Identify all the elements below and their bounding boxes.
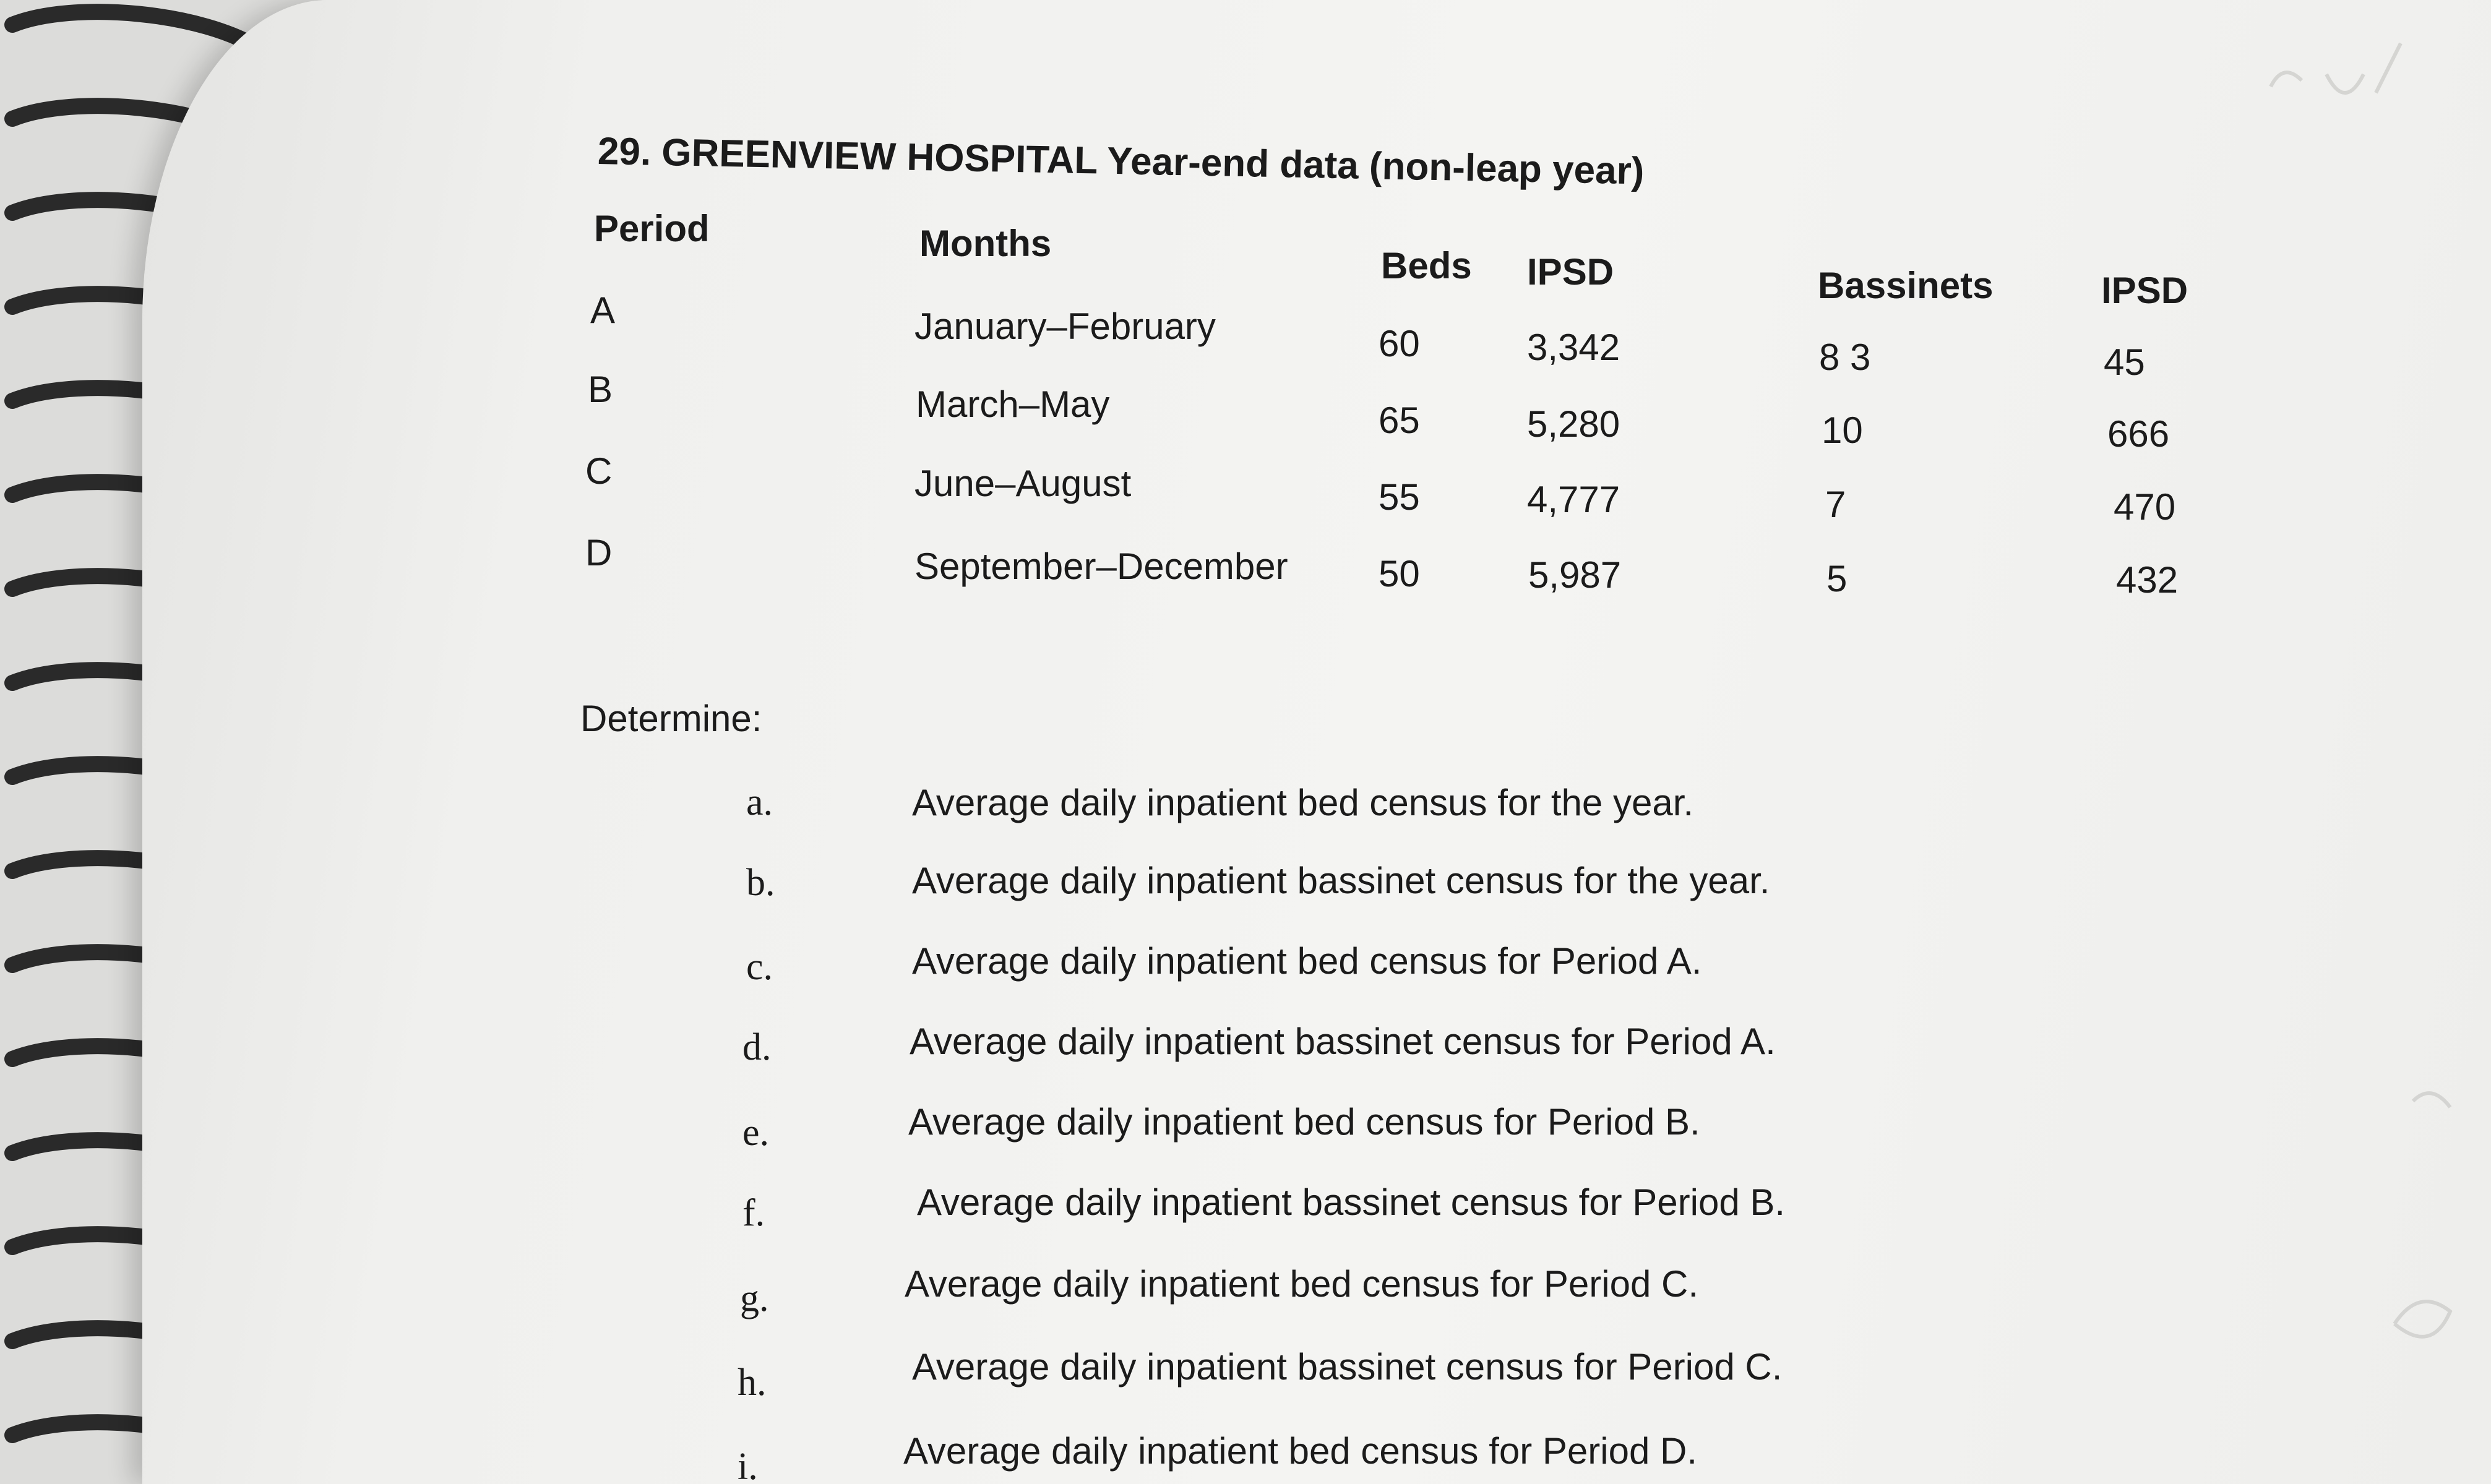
row-c-period: C	[585, 450, 613, 492]
question-f-letter: f.	[742, 1192, 765, 1234]
row-b-beds: 65	[1379, 400, 1420, 441]
question-h-text: Average daily inpatient bassinet census for Period C.	[912, 1346, 1783, 1387]
row-b-ipsd-beds: 5,280	[1527, 403, 1620, 445]
question-f-text: Average daily inpatient bassinet census for Period B.	[917, 1182, 1786, 1223]
row-d-months: September–December	[914, 546, 1288, 587]
row-c-beds: 55	[1379, 476, 1420, 518]
problem-title: 29. GREENVIEW HOSPITAL Year-end data (non-leap year)	[597, 130, 1645, 193]
row-a-bassinets: 8 3	[1819, 337, 1871, 378]
header-beds: Beds	[1381, 245, 1472, 286]
row-c-ipsd-bassinets: 470	[2114, 486, 2176, 528]
question-a-letter: a.	[746, 781, 773, 823]
question-g-text: Average daily inpatient bed census for Period C.	[905, 1263, 1698, 1305]
row-d-beds: 50	[1379, 553, 1420, 594]
row-c-bassinets: 7	[1825, 484, 1846, 525]
header-bassinets: Bassinets	[1818, 265, 1994, 306]
row-d-period: D	[585, 532, 613, 573]
row-a-ipsd-bassinets: 45	[2104, 341, 2145, 383]
row-b-months: March–May	[916, 384, 1110, 425]
question-c-letter: c.	[746, 946, 773, 988]
question-g-letter: g.	[740, 1277, 769, 1319]
row-a-months: January–February	[914, 306, 1216, 347]
row-b-bassinets: 10	[1822, 410, 1863, 451]
header-period: Period	[594, 208, 710, 249]
row-a-beds: 60	[1379, 323, 1420, 364]
question-i-text: Average daily inpatient bed census for Period D.	[903, 1430, 1697, 1472]
header-ipsd-bassinets: IPSD	[2101, 270, 2188, 311]
row-c-ipsd-beds: 4,777	[1527, 479, 1620, 520]
question-e-letter: e.	[742, 1112, 770, 1154]
document-page	[142, 0, 2491, 1484]
header-months: Months	[919, 223, 1052, 264]
row-c-months: June–August	[914, 463, 1132, 504]
header-ipsd-beds: IPSD	[1527, 251, 1614, 293]
question-h-letter: h.	[738, 1362, 767, 1404]
row-b-period: B	[588, 369, 613, 410]
row-b-ipsd-bassinets: 666	[2107, 413, 2170, 455]
row-a-ipsd-beds: 3,342	[1527, 327, 1620, 368]
question-c-text: Average daily inpatient bed census for Period A.	[912, 940, 1702, 982]
question-a-text: Average daily inpatient bed census for the year.	[912, 782, 1694, 823]
row-d-bassinets: 5	[1826, 558, 1848, 599]
determine-label: Determine:	[580, 698, 762, 739]
question-i-letter: i.	[738, 1446, 758, 1484]
question-b-text: Average daily inpatient bassinet census for the year.	[912, 860, 1770, 901]
question-d-text: Average daily inpatient bassinet census for Period A.	[910, 1021, 1776, 1062]
question-e-text: Average daily inpatient bed census for Period B.	[908, 1101, 1700, 1143]
row-a-period: A	[590, 290, 616, 331]
row-d-ipsd-beds: 5,987	[1528, 554, 1622, 596]
question-d-letter: d.	[742, 1026, 772, 1068]
row-d-ipsd-bassinets: 432	[2116, 559, 2179, 601]
question-b-letter: b.	[746, 862, 775, 904]
